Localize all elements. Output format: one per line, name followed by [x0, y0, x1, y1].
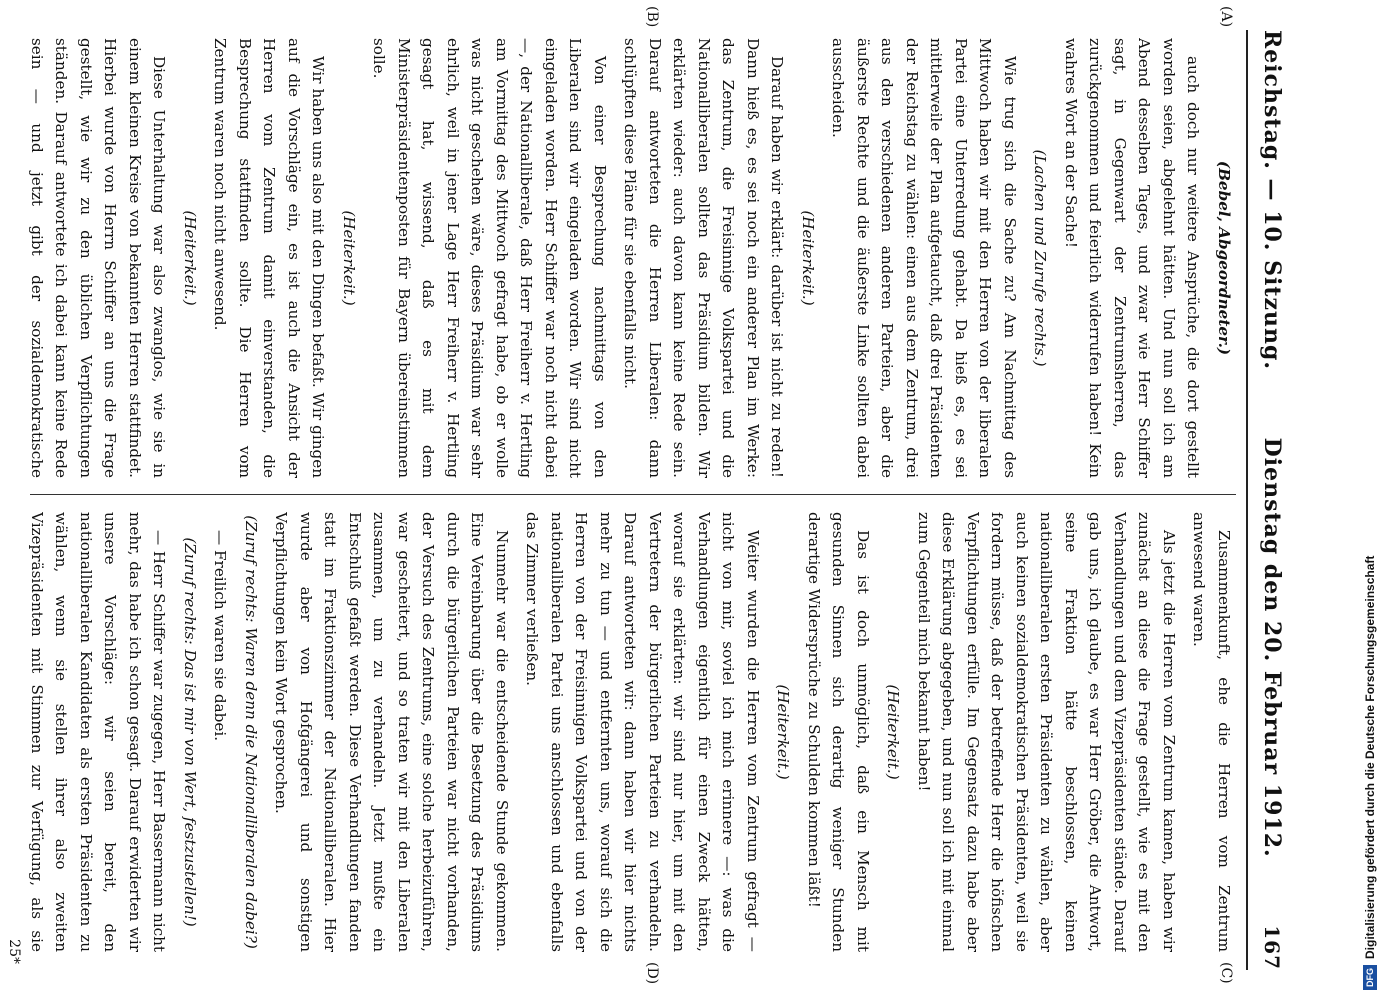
dfg-logo: DFG	[1363, 965, 1377, 990]
paragraph: auch doch nur weitere Ansprüche, die dort gestellt worden seien, abgelehnt hätten. Und nun soll ich am Abend desselben Tages, und zwar wie Herr Schiffer sagt, in Gegenwart der Zentrumsherren, das zurückgenommen und feierlich widerrufen haben! Kein wahres Wort an der Sache!	[1062, 38, 1203, 478]
signature-mark: 25*	[6, 939, 22, 964]
column-divider	[30, 494, 1236, 495]
header-left: Reichstag. — 10. Sitzung.	[1259, 30, 1285, 371]
paragraph: Nunmehr war die entscheidende Stunde gekommen. Eine Vereinbarung über die Besetzung des Präsidiums durch die bürgerlichen Parteien war nicht vorhanden, der Versuch des Zentrums, eine solche herbeizuführen, war gescheitert, und so traten wir mit den Liberalen zusammen, um zu verhandeln. Jetzt mußte ein Entschluß gefaßt werden. Diese Verhandlungen fanden statt im Fraktionszimmer der Nationalliberalen. Hier wurde aber von Hofgängerei und sonstigen Verpflichtungen kein Wort gesprochen.	[272, 512, 511, 952]
paragraph: Weiter wurden die Herren vom Zentrum gefragt — nicht von mir, soviel ich mich erinnere —: was die Verhandlungen eigentlich für einen Zweck hätten, worauf sie erklärten: wir sind nur hier, um mit den Vertretern der bürgerlichen Parteien zu verhandeln. Darauf antworteten wir: dann haben wir hier nichts mehr zu tun — und entfernten uns, worauf sich die Herren von der Freisinnigen Volkspartei und von der nationalliberalen Partei uns anschlossen und ebenfalls das Zimmer verließen.	[523, 512, 762, 952]
credit-text: Digitalisierung gefördert durch die Deutsche Forschungsgemeinschaft	[1363, 555, 1377, 959]
paragraph: (Heiterkeit.)	[884, 684, 903, 780]
margin-marker-c: (C)	[1218, 962, 1234, 984]
right-column	[20, 512, 1236, 952]
paragraph: Diese Unterhaltung war also zwanglos, wie sie in einem kleinen Kreise von bekannten Herren stattfindet. Hierbei wurde von Herrn Schiffer an uns die Frage gestellt, wie wir zu den üblichen Verpflichtungen ständen. Darauf antwortete ich dabei kann keine Rede sein — und jetzt gibt der sozialdemokratische	[28, 38, 169, 478]
paragraph: Zusammenkunft, ehe die Herren vom Zentrum anwesend waren.	[1190, 512, 1233, 952]
paragraph: (Heiterkeit.)	[799, 210, 817, 306]
paragraph: Darauf haben wir erklärt: darüber ist nicht zu reden! Dann hieß es, es sei noch ein anderer Plan im Werke: das Zentrum, die Freisinnige Volkspartei und die Nationalliberalen sollten das Präsidium bilden. Wir erklärten wieder: auch davon kann keine Rede sein. Darauf antworteten die Herren Liberalen: dann schlüpften diese Pläne für sie ebenfalls nicht.	[621, 38, 787, 478]
paragraph: (Zuruf rechts: Das ist mir von Wert, festzustellen!)	[181, 537, 199, 927]
margin-marker-a: (A)	[1218, 6, 1234, 28]
paragraph: (Heiterkeit.)	[181, 210, 199, 306]
margin-marker-d: (D)	[644, 962, 660, 985]
paragraph: (Heiterkeit.)	[340, 210, 358, 306]
paragraph: (Zuruf rechts: Waren denn die Nationalliberalen dabei?)	[242, 515, 260, 949]
paragraph: — Freilich waren sie dabei.	[211, 530, 230, 742]
left-column	[20, 38, 1236, 478]
paragraph: — Herr Schiffer war zugegen, Herr Bassermann nicht mehr, das habe ich schon gesagt. Darauf erwiderten wir unsere Vorschläge: wir seien bereit, den nationalliberalen Kandidaten als ersten Präsidenten zu wählen, wenn sie stellen ihrer also zweiten Vizepräsidenten mit Stimmen zur Verfügung, als sie	[28, 512, 169, 952]
paragraph: Wir haben uns also mit den Dingen befaßt. Wir gingen auf die Vorschläge ein, es ist auch die Ansicht der Herren vom Zentrum damit einverstanden, die Besprechung stattfinden sollte. Die Herren vom Zentrum waren noch nicht anwesend.	[211, 38, 328, 478]
page-header	[1252, 30, 1292, 970]
page-number: 167	[1260, 925, 1284, 970]
margin-marker-b: (B)	[644, 6, 660, 28]
paragraph: Wie trug sich die Sache zu? Am Nachmittag des Mittwoch haben wir mit den Herren von der liberalen Partei eine Unterredung gehabt. Da hieß es, es sei mittlerweile der Plan aufgetaucht, daß drei Präsidenten der Reichstag zu wählen: einen aus dem Zentrum, drei aus den verschiedenen anderen Parteien, aber die äußerste Rechte und die äußerste Linke sollten dabei ausscheiden.	[829, 38, 1019, 478]
paragraph: Von einer Besprechung nachmittags von den Liberalen sind wir eingeladen worden. Wir sind nicht eingeladen worden. Herr Schiffer war noch nicht dabei —, der Nationalliberale, daß Herr Freiherr v. Hertling am Vormittag des Mittwoch gefragt habe, ob er wolle was nicht geschehen wäre, dieses Präsidium war sehr ehrlich, weil in jener Lage Herr Freiherr v. Hertling gesagt hat, wissend, daß es mit dem Ministerpräsidentenposten für Bayern übereinstimmen solle.	[370, 38, 609, 478]
paragraph: Als jetzt die Herren vom Zentrum kamen, haben wir zunächst an diese die Frage gestellt, wie es mit den Verhandlungen und dem Vizepräsidenten stände. Darauf gab uns, ich glaube, es war Herr Gröber, die Antwort, seine Fraktion hätte beschlossen, keinen nationalliberalen ersten Präsidenten zu wählen, aber auch keinen sozialdemokratischen Präsidenten, weil sie fordern müsse, daß der betreffende Herr die höfischen Verpflichtungen erfülle. Im Gegensatz dazu habe aber diese Erklärung abgegeben, und nun soll ich mit einmal zum Gegenteil mich bekannt haben!	[915, 512, 1178, 952]
speaker-label: (Bebel, Abgeordneter.)	[1215, 160, 1233, 356]
paragraph: Das ist doch unmöglich, daß ein Mensch mit gesunden Sinnen sich derartig weniger Stunden derartige Widersprüche zu Schulden kommen läßt!	[805, 512, 872, 952]
header-date: Dienstag den 20. Februar 1912.	[1259, 437, 1285, 858]
side-credit	[1352, 0, 1380, 1000]
paragraph: (Lachen und Zurufe rechts.)	[1031, 149, 1050, 367]
header-rule	[1246, 30, 1248, 970]
paragraph: (Heiterkeit.)	[774, 684, 793, 780]
